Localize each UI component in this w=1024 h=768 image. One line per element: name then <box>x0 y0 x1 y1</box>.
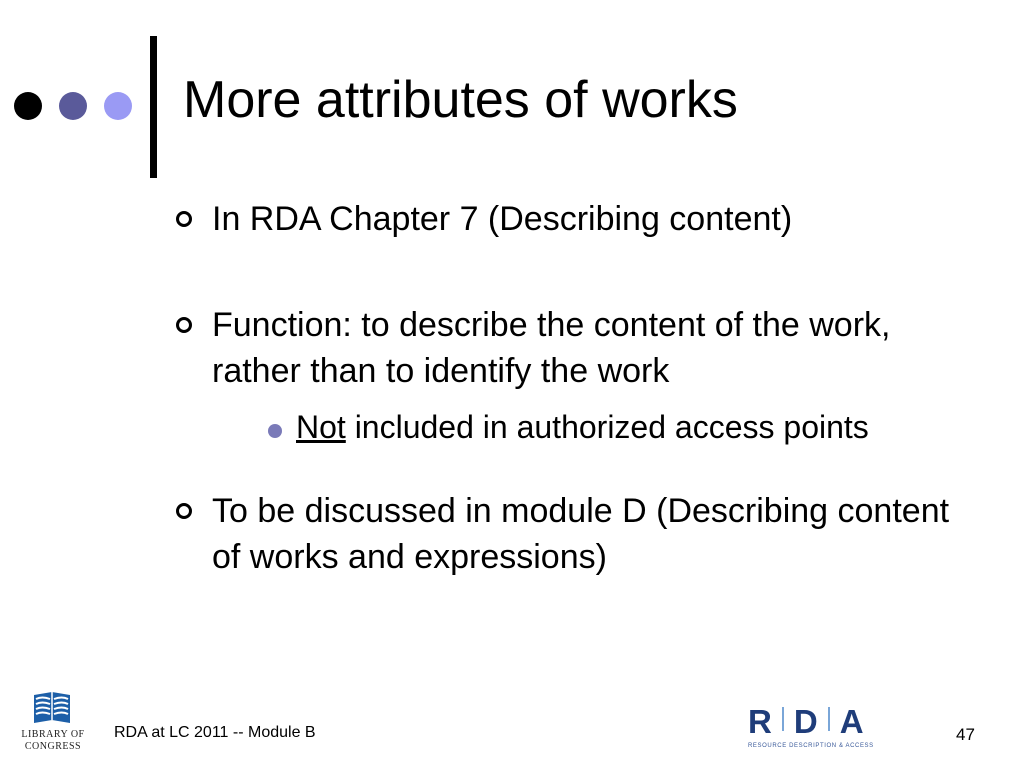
library-of-congress-wordmark <box>14 729 92 753</box>
bullet-item <box>172 488 962 580</box>
title-dot-slate <box>59 92 87 120</box>
bullet-text: In RDA Chapter 7 (Describing content) <box>212 200 793 238</box>
sub-bullet-item <box>212 404 962 450</box>
rda-letter-r: R <box>748 703 772 740</box>
book-icon <box>32 687 72 725</box>
sub-bullet-emphasis: Not <box>296 409 346 445</box>
rda-letter-a: A <box>839 703 864 740</box>
rda-separator <box>828 707 830 731</box>
ring-bullet-icon <box>176 503 192 519</box>
dot-bullet-icon <box>268 424 282 438</box>
bullet-item <box>172 302 962 450</box>
bullet-item <box>172 196 962 242</box>
title-dot-lavender <box>104 92 132 120</box>
loc-line-2: CONGRESS <box>24 741 82 752</box>
title-dot-black <box>14 92 42 120</box>
bullet-text: Function: to describe the content of the work, rather than to identify the work <box>212 306 891 390</box>
page-number: 47 <box>956 725 975 744</box>
title-divider <box>150 36 157 178</box>
bullet-text: To be discussed in module D (Describing content of works and expressions) <box>212 492 950 576</box>
rda-logo <box>748 705 898 751</box>
rda-wordmark <box>748 705 898 739</box>
sub-bullet-text: included in authorized access points <box>345 409 869 445</box>
loc-line-1: LIBRARY OF <box>21 729 85 740</box>
rda-tagline: RESOURCE DESCRIPTION & ACCESS <box>748 743 874 749</box>
footer-text: RDA at LC 2011 -- Module B <box>114 724 316 741</box>
title-dots <box>14 92 136 124</box>
rda-letter-d: D <box>793 703 818 740</box>
library-of-congress-logo <box>14 687 92 757</box>
slide-title: More attributes of works <box>183 71 738 129</box>
rda-separator <box>782 707 784 731</box>
ring-bullet-icon <box>176 317 192 333</box>
ring-bullet-icon <box>176 211 192 227</box>
bullet-list <box>172 196 962 580</box>
